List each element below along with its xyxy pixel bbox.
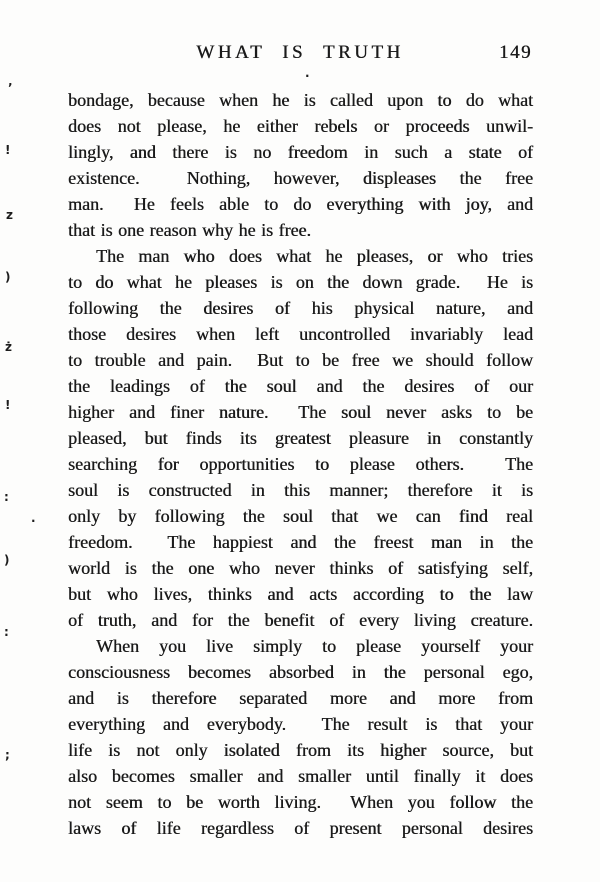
text-line: consciousness becomes absorbed in the personal ego, <box>68 662 533 682</box>
text-line: of truth, and for the benefit of every living creature. <box>68 610 533 630</box>
text-line: only by following the soul that we can find real <box>68 506 533 526</box>
ink-speck: : <box>4 490 9 504</box>
ink-speck: z <box>6 208 13 222</box>
ink-speck: ; <box>5 748 10 762</box>
ink-speck: : <box>4 625 9 639</box>
text-line: the leadings of the soul and the desires of our <box>68 376 533 396</box>
text-line: to do what he pleases is on the down grade. He is <box>68 272 533 292</box>
running-title: WHAT IS TRUTH <box>196 42 404 63</box>
text-line: not seem to be worth living. When you follow the <box>68 792 533 812</box>
text-line: laws of life regardless of present personal desires <box>68 818 533 838</box>
text-line: those desires when left uncontrolled invariably lead <box>68 324 533 344</box>
text-line: soul is constructed in this manner; therefore it is <box>68 480 533 500</box>
text-line: searching for opportunities to please others. The <box>68 454 533 474</box>
ink-speck: · <box>31 514 36 528</box>
text-line: world is the one who never thinks of satisfying self, <box>68 558 533 578</box>
ink-speck: ’ <box>8 81 13 95</box>
text-line: that is one reason why he is free. <box>68 220 311 240</box>
ink-speck: ! <box>5 143 11 157</box>
text-line: also becomes smaller and smaller until finally it does <box>68 766 533 786</box>
text-line: but who lives, thinks and acts according to the law <box>68 584 533 604</box>
page-body <box>68 87 533 841</box>
text-line: following the desires of his physical nature, and <box>68 298 533 318</box>
ink-speck: ) <box>4 553 10 567</box>
text-line: to trouble and pain. But to be free we should follow <box>68 350 533 370</box>
text-line: does not please, he either rebels or proceeds unwil- <box>68 116 533 136</box>
text-line: man. He feels able to do everything with joy, and <box>68 194 533 214</box>
text-line: freedom. The happiest and the freest man in the <box>68 532 533 552</box>
ink-speck: ) <box>5 270 11 284</box>
text-line: lingly, and there is no freedom in such a state of <box>68 142 533 162</box>
text-line: When you live simply to please yourself your <box>96 636 533 656</box>
text-line: higher and finer nature. The soul never asks to be <box>68 402 533 422</box>
text-line: bondage, because when he is called upon to do what <box>68 90 533 110</box>
ink-speck: ż <box>5 340 12 354</box>
text-line: pleased, but finds its greatest pleasure in constantly <box>68 428 533 448</box>
text-line: existence. Nothing, however, displeases the free <box>68 168 533 188</box>
ink-speck: ! <box>5 398 11 412</box>
page-header <box>68 42 532 68</box>
ink-speck: · <box>305 69 310 83</box>
page-number: 149 <box>499 42 532 63</box>
text-line: life is not only isolated from its higher source, but <box>68 740 533 760</box>
text-line: and is therefore separated more and more from <box>68 688 533 708</box>
text-line: The man who does what he pleases, or who tries <box>96 246 533 266</box>
text-line: everything and everybody. The result is that your <box>68 714 533 734</box>
